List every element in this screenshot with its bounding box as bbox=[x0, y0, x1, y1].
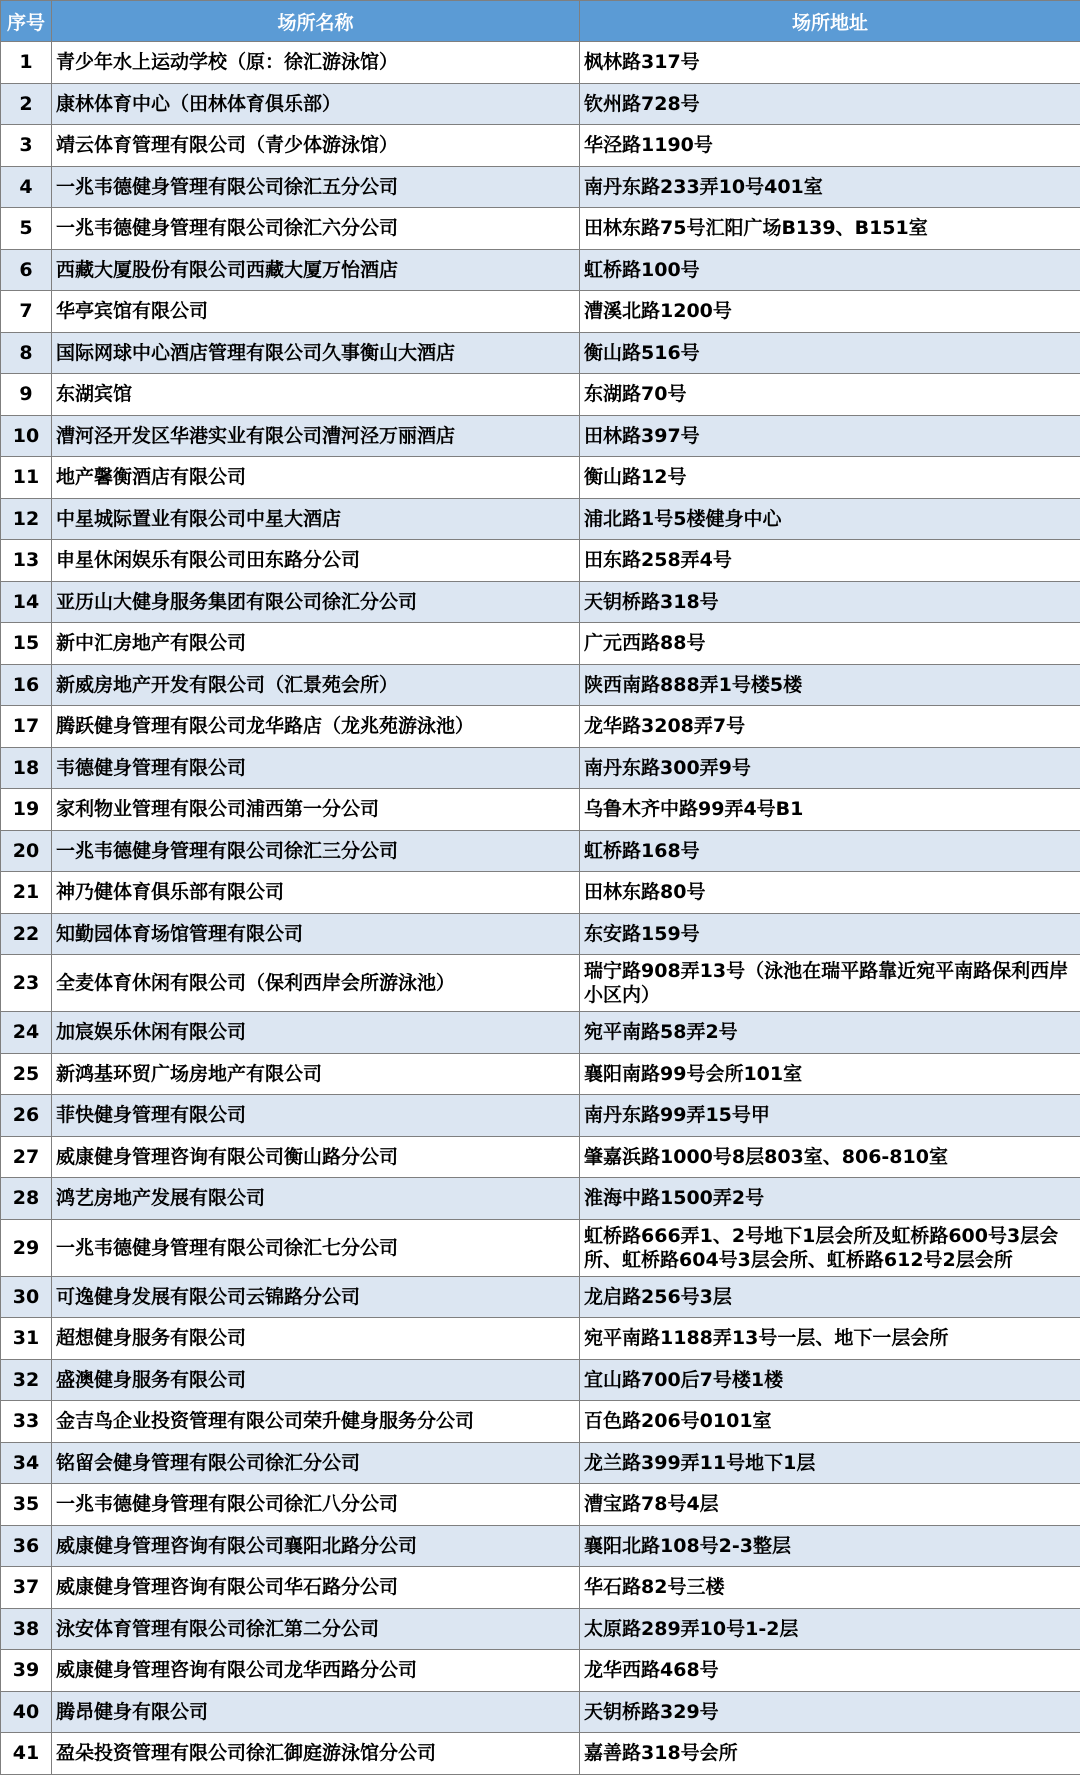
row-number: 27 bbox=[1, 1136, 52, 1178]
table-row bbox=[1, 1733, 1080, 1775]
venue-name: 威康健身管理咨询有限公司华石路分公司 bbox=[52, 1567, 580, 1609]
venue-address: 百色路206号0101室 bbox=[580, 1401, 1080, 1443]
table-row bbox=[1, 457, 1080, 499]
venue-name: 青少年水上运动学校（原：徐汇游泳馆） bbox=[52, 42, 580, 84]
table-row bbox=[1, 1276, 1080, 1318]
venue-name: 新鸿基环贸广场房地产有限公司 bbox=[52, 1053, 580, 1095]
header-row bbox=[1, 1, 1080, 42]
row-number: 18 bbox=[1, 747, 52, 789]
venue-address: 襄阳北路108号2-3整层 bbox=[580, 1525, 1080, 1567]
venue-address: 宜山路700后7号楼1楼 bbox=[580, 1359, 1080, 1401]
header-address: 场所地址 bbox=[580, 1, 1080, 42]
row-number: 26 bbox=[1, 1095, 52, 1137]
row-number: 28 bbox=[1, 1178, 52, 1220]
venue-address: 龙华路3208弄7号 bbox=[580, 706, 1080, 748]
row-number: 33 bbox=[1, 1401, 52, 1443]
venue-address: 乌鲁木齐中路99弄4号B1 bbox=[580, 789, 1080, 831]
row-number: 2 bbox=[1, 83, 52, 125]
table-row bbox=[1, 540, 1080, 582]
table-row bbox=[1, 249, 1080, 291]
venue-name: 中星城际置业有限公司中星大酒店 bbox=[52, 498, 580, 540]
table-row bbox=[1, 1525, 1080, 1567]
venue-name: 家利物业管理有限公司浦西第一分公司 bbox=[52, 789, 580, 831]
row-number: 22 bbox=[1, 913, 52, 955]
table-row bbox=[1, 1178, 1080, 1220]
venue-name: 可逸健身发展有限公司云锦路分公司 bbox=[52, 1276, 580, 1318]
venue-name: 一兆韦德健身管理有限公司徐汇七分公司 bbox=[52, 1219, 580, 1276]
row-number: 4 bbox=[1, 166, 52, 208]
row-number: 34 bbox=[1, 1442, 52, 1484]
row-number: 31 bbox=[1, 1318, 52, 1360]
venue-address: 枫林路317号 bbox=[580, 42, 1080, 84]
venue-address: 太原路289弄10号1-2层 bbox=[580, 1608, 1080, 1650]
venue-name: 西藏大厦股份有限公司西藏大厦万怡酒店 bbox=[52, 249, 580, 291]
venue-name: 盛澳健身服务有限公司 bbox=[52, 1359, 580, 1401]
table-row bbox=[1, 1012, 1080, 1054]
row-number: 35 bbox=[1, 1484, 52, 1526]
table-row bbox=[1, 1567, 1080, 1609]
table-row bbox=[1, 1401, 1080, 1443]
row-number: 41 bbox=[1, 1733, 52, 1775]
venue-name: 新威房地产开发有限公司（汇景苑会所） bbox=[52, 664, 580, 706]
venue-name: 威康健身管理咨询有限公司龙华西路分公司 bbox=[52, 1650, 580, 1692]
venue-address: 华石路82号三楼 bbox=[580, 1567, 1080, 1609]
venue-address: 田林东路80号 bbox=[580, 872, 1080, 914]
venue-name: 加宸娱乐休闲有限公司 bbox=[52, 1012, 580, 1054]
table-row bbox=[1, 1359, 1080, 1401]
header-name: 场所名称 bbox=[52, 1, 580, 42]
venue-address: 嘉善路318号会所 bbox=[580, 1733, 1080, 1775]
venue-name: 知勤园体育场馆管理有限公司 bbox=[52, 913, 580, 955]
venue-address: 广元西路88号 bbox=[580, 623, 1080, 665]
row-number: 7 bbox=[1, 291, 52, 333]
table-row bbox=[1, 623, 1080, 665]
venue-address: 漕溪北路1200号 bbox=[580, 291, 1080, 333]
table-row bbox=[1, 955, 1080, 1012]
venue-address: 钦州路728号 bbox=[580, 83, 1080, 125]
venue-address: 衡山路12号 bbox=[580, 457, 1080, 499]
venue-name: 金吉鸟企业投资管理有限公司荣升健身服务分公司 bbox=[52, 1401, 580, 1443]
venue-name: 国际网球中心酒店管理有限公司久事衡山大酒店 bbox=[52, 332, 580, 374]
table-row bbox=[1, 747, 1080, 789]
venue-name: 菲快健身管理有限公司 bbox=[52, 1095, 580, 1137]
venue-name: 申星休闲娱乐有限公司田东路分公司 bbox=[52, 540, 580, 582]
venue-address: 肇嘉浜路1000号8层803室、806-810室 bbox=[580, 1136, 1080, 1178]
venue-name: 威康健身管理咨询有限公司襄阳北路分公司 bbox=[52, 1525, 580, 1567]
table-row bbox=[1, 291, 1080, 333]
row-number: 29 bbox=[1, 1219, 52, 1276]
venue-address: 天钥桥路318号 bbox=[580, 581, 1080, 623]
table-row bbox=[1, 1691, 1080, 1733]
venue-name: 神乃健体育俱乐部有限公司 bbox=[52, 872, 580, 914]
row-number: 40 bbox=[1, 1691, 52, 1733]
row-number: 1 bbox=[1, 42, 52, 84]
venue-address: 宛平南路58弄2号 bbox=[580, 1012, 1080, 1054]
row-number: 8 bbox=[1, 332, 52, 374]
venue-address: 田林东路75号汇阳广场B139、B151室 bbox=[580, 208, 1080, 250]
table-row bbox=[1, 1053, 1080, 1095]
table-body bbox=[1, 42, 1080, 1775]
venue-name: 泳安体育管理有限公司徐汇第二分公司 bbox=[52, 1608, 580, 1650]
venue-name: 鸿艺房地产发展有限公司 bbox=[52, 1178, 580, 1220]
venue-address: 虹桥路168号 bbox=[580, 830, 1080, 872]
venue-name: 一兆韦德健身管理有限公司徐汇三分公司 bbox=[52, 830, 580, 872]
venue-name: 地产馨衡酒店有限公司 bbox=[52, 457, 580, 499]
table-row bbox=[1, 1608, 1080, 1650]
table-row bbox=[1, 830, 1080, 872]
table-header bbox=[1, 1, 1080, 42]
venue-name: 一兆韦德健身管理有限公司徐汇五分公司 bbox=[52, 166, 580, 208]
venue-address: 东安路159号 bbox=[580, 913, 1080, 955]
table-row bbox=[1, 1095, 1080, 1137]
venue-address: 田林路397号 bbox=[580, 415, 1080, 457]
venue-name: 铭留会健身管理有限公司徐汇分公司 bbox=[52, 1442, 580, 1484]
venue-name: 腾昂健身有限公司 bbox=[52, 1691, 580, 1733]
venue-name: 靖云体育管理有限公司（青少体游泳馆） bbox=[52, 125, 580, 167]
row-number: 9 bbox=[1, 374, 52, 416]
header-no: 序号 bbox=[1, 1, 52, 42]
row-number: 5 bbox=[1, 208, 52, 250]
row-number: 23 bbox=[1, 955, 52, 1012]
table-row bbox=[1, 1136, 1080, 1178]
venue-name: 超想健身服务有限公司 bbox=[52, 1318, 580, 1360]
table-row bbox=[1, 208, 1080, 250]
row-number: 19 bbox=[1, 789, 52, 831]
table-row bbox=[1, 872, 1080, 914]
venue-name: 腾跃健身管理有限公司龙华路店（龙兆苑游泳池） bbox=[52, 706, 580, 748]
venue-name: 华亭宾馆有限公司 bbox=[52, 291, 580, 333]
table-row bbox=[1, 1442, 1080, 1484]
venue-address: 南丹东路99弄15号甲 bbox=[580, 1095, 1080, 1137]
venue-address: 宛平南路1188弄13号一层、地下一层会所 bbox=[580, 1318, 1080, 1360]
row-number: 30 bbox=[1, 1276, 52, 1318]
row-number: 3 bbox=[1, 125, 52, 167]
venue-name: 亚历山大健身服务集团有限公司徐汇分公司 bbox=[52, 581, 580, 623]
row-number: 37 bbox=[1, 1567, 52, 1609]
venue-address: 田东路258弄4号 bbox=[580, 540, 1080, 582]
table-row bbox=[1, 913, 1080, 955]
venue-address: 衡山路516号 bbox=[580, 332, 1080, 374]
table-row bbox=[1, 1484, 1080, 1526]
row-number: 32 bbox=[1, 1359, 52, 1401]
table-row bbox=[1, 581, 1080, 623]
venue-name: 一兆韦德健身管理有限公司徐汇八分公司 bbox=[52, 1484, 580, 1526]
venue-address: 漕宝路78号4层 bbox=[580, 1484, 1080, 1526]
table-row bbox=[1, 42, 1080, 84]
table-row bbox=[1, 498, 1080, 540]
table-row bbox=[1, 166, 1080, 208]
venue-address: 虹桥路666弄1、2号地下1层会所及虹桥路600号3层会所、虹桥路604号3层会所、虹桥路612号2层会所 bbox=[580, 1219, 1080, 1276]
row-number: 25 bbox=[1, 1053, 52, 1095]
row-number: 21 bbox=[1, 872, 52, 914]
venue-name: 全麦体育休闲有限公司（保利西岸会所游泳池） bbox=[52, 955, 580, 1012]
venue-name: 新中汇房地产有限公司 bbox=[52, 623, 580, 665]
row-number: 10 bbox=[1, 415, 52, 457]
venue-address: 龙兰路399弄11号地下1层 bbox=[580, 1442, 1080, 1484]
table-row bbox=[1, 706, 1080, 748]
venue-address: 虹桥路100号 bbox=[580, 249, 1080, 291]
venue-address: 浦北路1号5楼健身中心 bbox=[580, 498, 1080, 540]
table-row bbox=[1, 789, 1080, 831]
venue-name: 东湖宾馆 bbox=[52, 374, 580, 416]
table-row bbox=[1, 415, 1080, 457]
venue-address: 东湖路70号 bbox=[580, 374, 1080, 416]
venue-address: 淮海中路1500弄2号 bbox=[580, 1178, 1080, 1220]
venue-name: 韦德健身管理有限公司 bbox=[52, 747, 580, 789]
venue-address: 华泾路1190号 bbox=[580, 125, 1080, 167]
venue-name: 一兆韦德健身管理有限公司徐汇六分公司 bbox=[52, 208, 580, 250]
venue-name: 威康健身管理咨询有限公司衡山路分公司 bbox=[52, 1136, 580, 1178]
row-number: 6 bbox=[1, 249, 52, 291]
row-number: 17 bbox=[1, 706, 52, 748]
row-number: 38 bbox=[1, 1608, 52, 1650]
table-row bbox=[1, 664, 1080, 706]
row-number: 24 bbox=[1, 1012, 52, 1054]
table-row bbox=[1, 1650, 1080, 1692]
table-row bbox=[1, 83, 1080, 125]
table-row bbox=[1, 374, 1080, 416]
row-number: 39 bbox=[1, 1650, 52, 1692]
table-row bbox=[1, 1219, 1080, 1276]
venue-address: 瑞宁路908弄13号（泳池在瑞平路靠近宛平南路保利西岸小区内） bbox=[580, 955, 1080, 1012]
venue-name: 漕河泾开发区华港实业有限公司漕河泾万丽酒店 bbox=[52, 415, 580, 457]
row-number: 12 bbox=[1, 498, 52, 540]
row-number: 13 bbox=[1, 540, 52, 582]
row-number: 36 bbox=[1, 1525, 52, 1567]
row-number: 14 bbox=[1, 581, 52, 623]
row-number: 20 bbox=[1, 830, 52, 872]
venue-address: 龙启路256号3层 bbox=[580, 1276, 1080, 1318]
venue-address: 襄阳南路99号会所101室 bbox=[580, 1053, 1080, 1095]
row-number: 16 bbox=[1, 664, 52, 706]
row-number: 15 bbox=[1, 623, 52, 665]
table-row bbox=[1, 125, 1080, 167]
venue-name: 盈朵投资管理有限公司徐汇御庭游泳馆分公司 bbox=[52, 1733, 580, 1775]
table-row bbox=[1, 1318, 1080, 1360]
table-row bbox=[1, 332, 1080, 374]
venue-address: 天钥桥路329号 bbox=[580, 1691, 1080, 1733]
venue-name: 康林体育中心（田林体育俱乐部） bbox=[52, 83, 580, 125]
venue-address: 陕西南路888弄1号楼5楼 bbox=[580, 664, 1080, 706]
venue-address: 龙华西路468号 bbox=[580, 1650, 1080, 1692]
row-number: 11 bbox=[1, 457, 52, 499]
venue-address: 南丹东路300弄9号 bbox=[580, 747, 1080, 789]
venue-address: 南丹东路233弄10号401室 bbox=[580, 166, 1080, 208]
